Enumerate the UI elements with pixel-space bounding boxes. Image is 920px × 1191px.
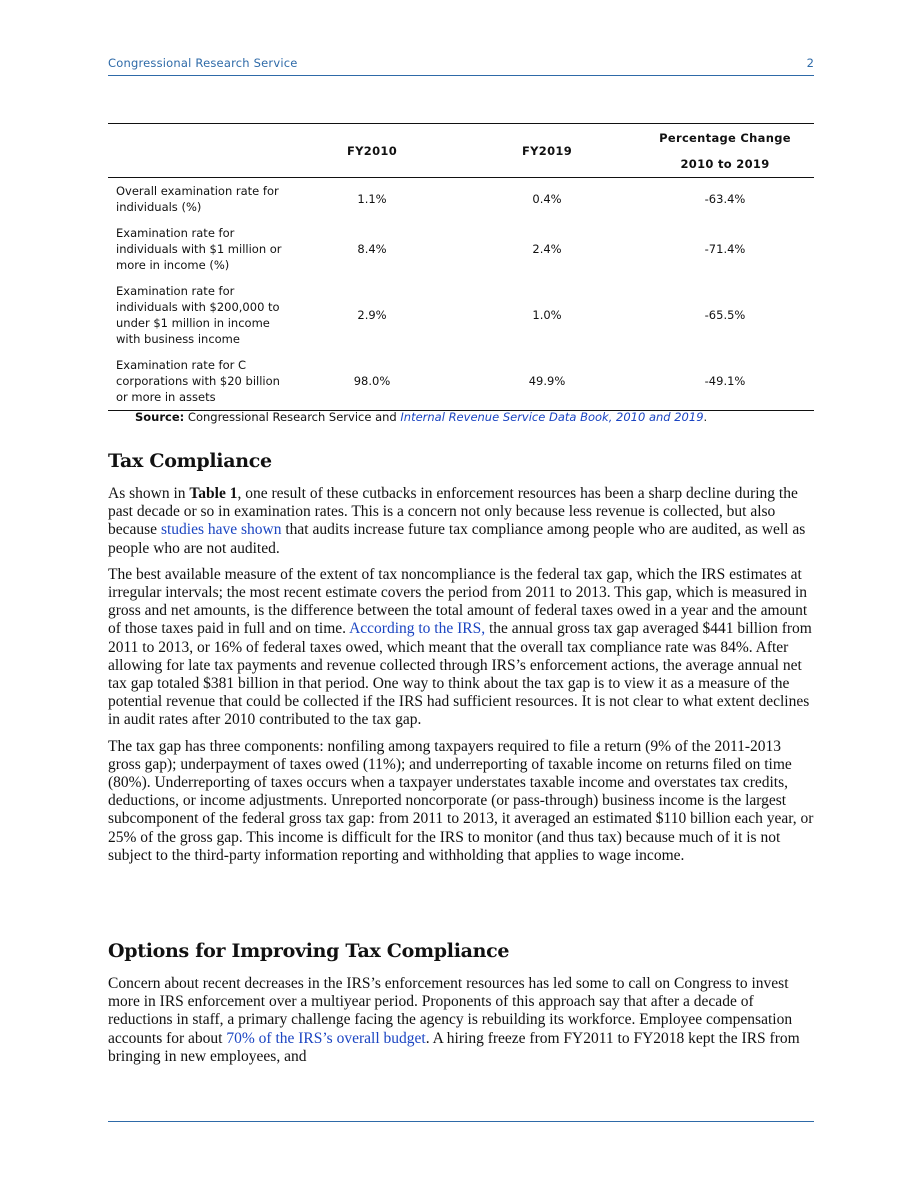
table-header-row — [108, 124, 814, 178]
section-heading-options: Options for Improving Tax Compliance — [108, 940, 510, 962]
cell-fy2019: 49.9% — [458, 352, 636, 411]
cell-change: -65.5% — [704, 308, 746, 322]
table-row — [108, 220, 814, 278]
paragraph — [108, 485, 814, 558]
cell-change: -71.4% — [704, 242, 746, 256]
examination-rates-table — [108, 123, 814, 411]
header-divider — [108, 75, 814, 76]
irs-link[interactable]: According to the IRS, — [349, 620, 486, 638]
source-text: Congressional Research Service and — [184, 410, 401, 424]
table-source-note — [135, 410, 707, 424]
row-label: Examination rate for individuals with $200,000 to under $1 million in income with business income — [116, 284, 280, 346]
cell-change: -49.1% — [636, 352, 814, 411]
text-run: As shown in — [108, 485, 190, 502]
cell-fy2019: 1.0% — [532, 308, 562, 322]
text-run: . A hiring freeze from FY2011 to FY2018 kept the IRS from bringing in new employees, and — [108, 1029, 800, 1065]
source-label: Source: — [135, 410, 185, 424]
text-run: The best available measure of the extent of tax noncompliance is the federal tax gap, which the IRS estimates at irregular intervals; the most recent estimate covers the period from 2011 to 2013. This gap, which is measured in gross and net amounts, is the difference between the total amount of federal taxes owed in a year and the amount of those taxes paid in full and on time. — [108, 565, 808, 638]
row-label: Overall examination rate for individuals (%) — [116, 184, 279, 214]
table-row — [108, 352, 814, 411]
footer-divider — [108, 1121, 814, 1122]
cell-fy2010: 8.4% — [357, 242, 387, 256]
cell-fy2019: 2.4% — [532, 242, 562, 256]
table-header-fy2010: FY2010 — [286, 124, 458, 178]
page-header — [108, 56, 814, 76]
cell-fy2010: 98.0% — [286, 352, 458, 411]
paragraph: The tax gap has three components: nonfiling among taxpayers required to file a return (9% of the 2011-2013 gross gap); underpayment of taxes owed (11%); and underreporting of taxable income on returns filed on time (80%). Underreporting of taxes occurs when a taxpayer understates taxable income and overstates tax credits, deductions, or income adjustments. Unreported noncorporate (or pass-through) business income is the largest subcomponent of the federal gross tax gap: from 2011 to 2013, it averaged an estimated $110 billion each year, or 25% of the gross gap. This income is difficult for the IRS to monitor (and thus tax) because much of it is not subject to the third-party information reporting and withholding that applies to wage income. — [108, 737, 814, 864]
table-reference: Table 1 — [189, 485, 238, 502]
table-header-change-line1: Percentage Change — [659, 130, 791, 145]
budget-link[interactable]: 70% of the IRS’s overall budget — [226, 1029, 426, 1047]
paragraph — [108, 975, 814, 1066]
text-run: Concern about recent decreases in the IRS’s enforcement resources has led some to call on Congress to invest more in IRS enforcement over a multiyear period. Proponents of this approach say that after a decade of reductions in staff, a primary challenge facing the agency is rebuilding its workforce. Employee compensation accounts for about — [108, 975, 793, 1047]
table-header-change — [636, 124, 814, 178]
text-run: that audits increase future tax compliance among people who are audited, as well as people who are not audited. — [108, 521, 806, 557]
header-org-name: Congressional Research Service — [108, 56, 298, 70]
row-label: Examination rate for C corporations with $20 billion or more in assets — [108, 352, 286, 411]
row-label: Examination rate for individuals with $1 million or more in income (%) — [116, 226, 282, 272]
cell-fy2010: 1.1% — [357, 192, 387, 206]
paragraph — [108, 566, 814, 730]
table-header-fy2019: FY2019 — [458, 124, 636, 178]
table-row — [108, 278, 814, 352]
text-run: the annual gross tax gap averaged $441 billion from 2011 to 2013, or 16% of federal taxes owed, which meant that the overall tax compliance rate was 84%. After allowing for late tax payments and revenue collected through IRS’s enforcement actions, the average annual net tax gap totaled $381 billion in that period. One way to think about the tax gap is to view it as a measure of the potential revenue that could be collected if the IRS had sufficient resources. It is not clear to what extent declines in audit rates after 2010 contributed to the tax gap. — [108, 620, 812, 729]
section-heading-tax-compliance: Tax Compliance — [108, 450, 272, 472]
text-run: , one result of these cutbacks in enforcement resources has been a sharp decline during the past decade or so in examination rates. This is a concern not only because less revenue is collected, but also because — [108, 485, 798, 539]
studies-link[interactable]: studies have shown — [160, 521, 282, 539]
cell-change: -63.4% — [704, 192, 746, 206]
cell-fy2019: 0.4% — [532, 192, 562, 206]
source-link[interactable]: Internal Revenue Service Data Book, 2010 and 2019 — [400, 410, 704, 424]
table-row — [108, 178, 814, 221]
table-header-change-line2: 2010 to 2019 — [680, 156, 770, 171]
cell-fy2010: 2.9% — [357, 308, 387, 322]
section-options-body — [108, 975, 814, 1074]
source-end: . — [703, 410, 708, 424]
page-number: 2 — [806, 56, 814, 70]
table-header-empty — [108, 124, 286, 178]
section-tax-compliance-body — [108, 485, 814, 873]
